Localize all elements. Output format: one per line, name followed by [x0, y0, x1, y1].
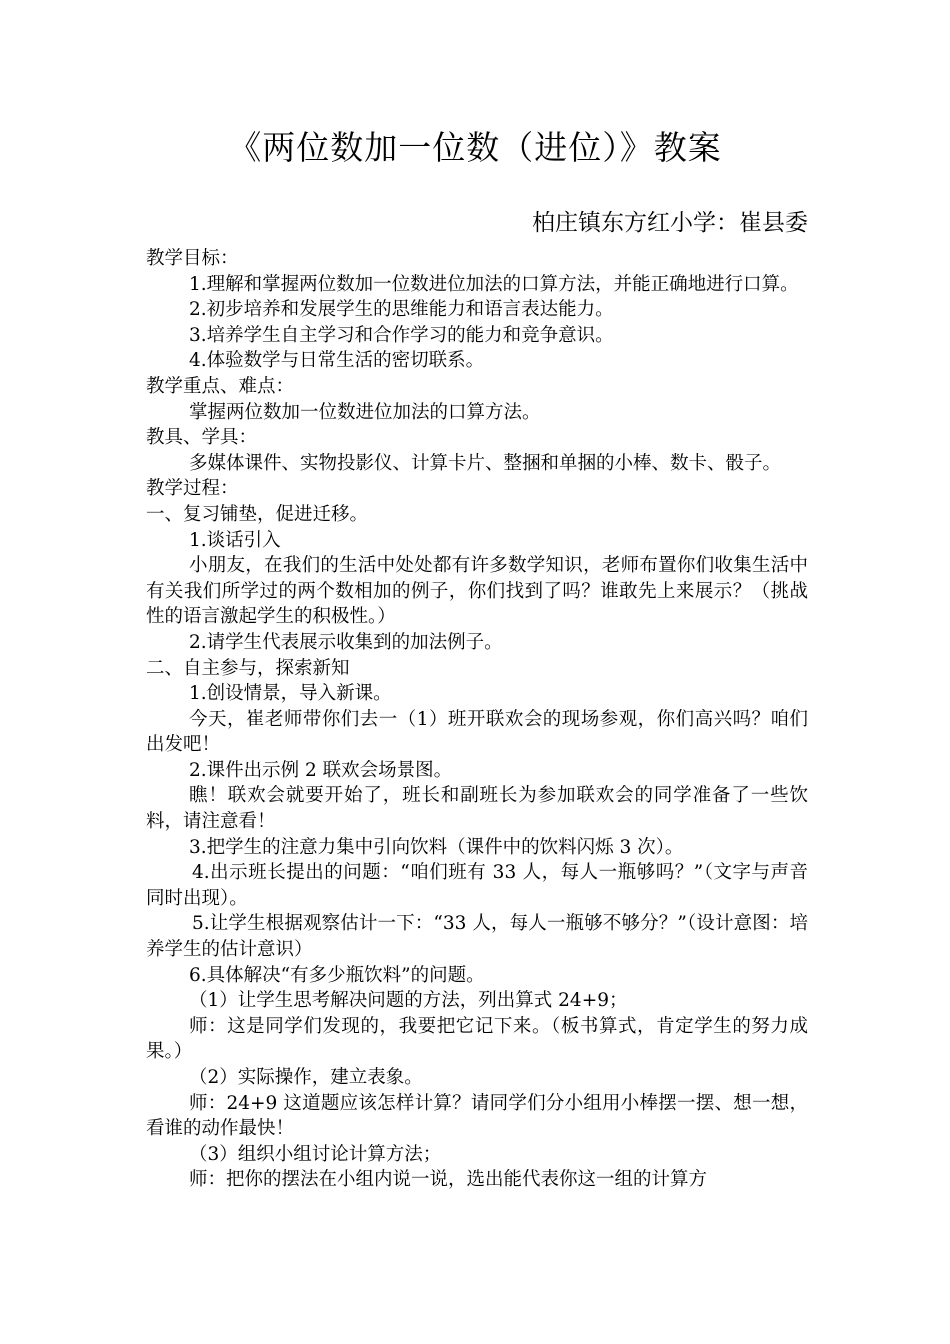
paragraph: 2.请学生代表展示收集到的加法例子。: [189, 631, 503, 653]
paragraph: 多媒体课件、实物投影仪、计算卡片、整捆和单捆的小棒、数卡、骰子。: [189, 452, 782, 474]
paragraph: 1.谈话引入: [189, 529, 281, 551]
paragraph: 2.初步培养和发展学生的思维能力和语言表达能力。: [189, 299, 614, 321]
paragraph: 瞧！联欢会就要开始了，班长和副班长为参加联欢会的同学准备了一些饮料，请注意看！: [146, 785, 808, 833]
paragraph: 一、复习铺垫，促进迁移。: [146, 503, 369, 525]
paragraph: 师：这是同学们发现的，我要把它记下来。（板书算式，肯定学生的努力成果。）: [146, 1015, 808, 1063]
document-title: 《两位数加一位数（进位）》教案: [228, 128, 722, 167]
paragraph: 6.具体解决“有多少瓶饮料”的问题。: [189, 964, 485, 986]
author-line: 柏庄镇东方红小学：崔县委: [532, 210, 808, 236]
paragraph: 小朋友，在我们的生活中处处都有许多数学知识，老师布置你们收集生活中有关我们所学过的两个数相加的例子，你们找到了吗？谁敢先上来展示？（挑战性的语言激起学生的积极性。）: [146, 555, 808, 628]
paragraph: 3.把学生的注意力集中引向饮料（课件中的饮料闪烁 3 次）。: [189, 836, 684, 858]
paragraph: 3.培养学生自主学习和合作学习的能力和竞争意识。: [189, 324, 614, 346]
paragraph: 教学过程：: [146, 478, 239, 500]
paragraph: 二、自主参与，探索新知: [146, 657, 350, 679]
paragraph: 师：把你的摆法在小组内说一说，选出能代表你这一组的计算方: [189, 1169, 708, 1191]
paragraph: （3）组织小组讨论计算方法；: [189, 1143, 442, 1165]
paragraph: 4.体验数学与日常生活的密切联系。: [189, 350, 485, 372]
paragraph: 1.理解和掌握两位数加一位数进位加法的口算方法，并能正确地进行口算。: [189, 273, 799, 295]
paragraph: 教学目标：: [146, 248, 239, 269]
paragraph: 教具、学具：: [146, 427, 258, 449]
paragraph: （1）让学生思考解决问题的方法，列出算式 24+9；: [189, 990, 628, 1012]
paragraph: 掌握两位数加一位数进位加法的口算方法。: [189, 401, 541, 423]
paragraph: （2）实际操作，建立表象。: [189, 1067, 423, 1088]
paragraph: 2.课件出示例 2 联欢会场景图。: [189, 759, 453, 781]
paragraph: 1.创设情景，导入新课。: [189, 683, 392, 705]
document-body: [146, 246, 808, 1193]
paragraph: 教学重点、难点：: [146, 375, 295, 397]
paragraph: 5.让学生根据观察估计一下：“33 人，每人一瓶够不够分？”（设计意图：培养学生的估计意识）: [146, 913, 808, 961]
paragraph: 师：24+9 这道题应该怎样计算？请同学们分小组用小棒摆一摆、想一想，看谁的动作最快！: [146, 1092, 808, 1140]
paragraph: 今天，崔老师带你们去一（1）班开联欢会的现场参观，你们高兴吗？咱们出发吧！: [146, 708, 808, 756]
paragraph: 4.出示班长提出的问题：“咱们班有 33 人，每人一瓶够吗？”（文字与声音同时出现）。: [146, 862, 808, 909]
